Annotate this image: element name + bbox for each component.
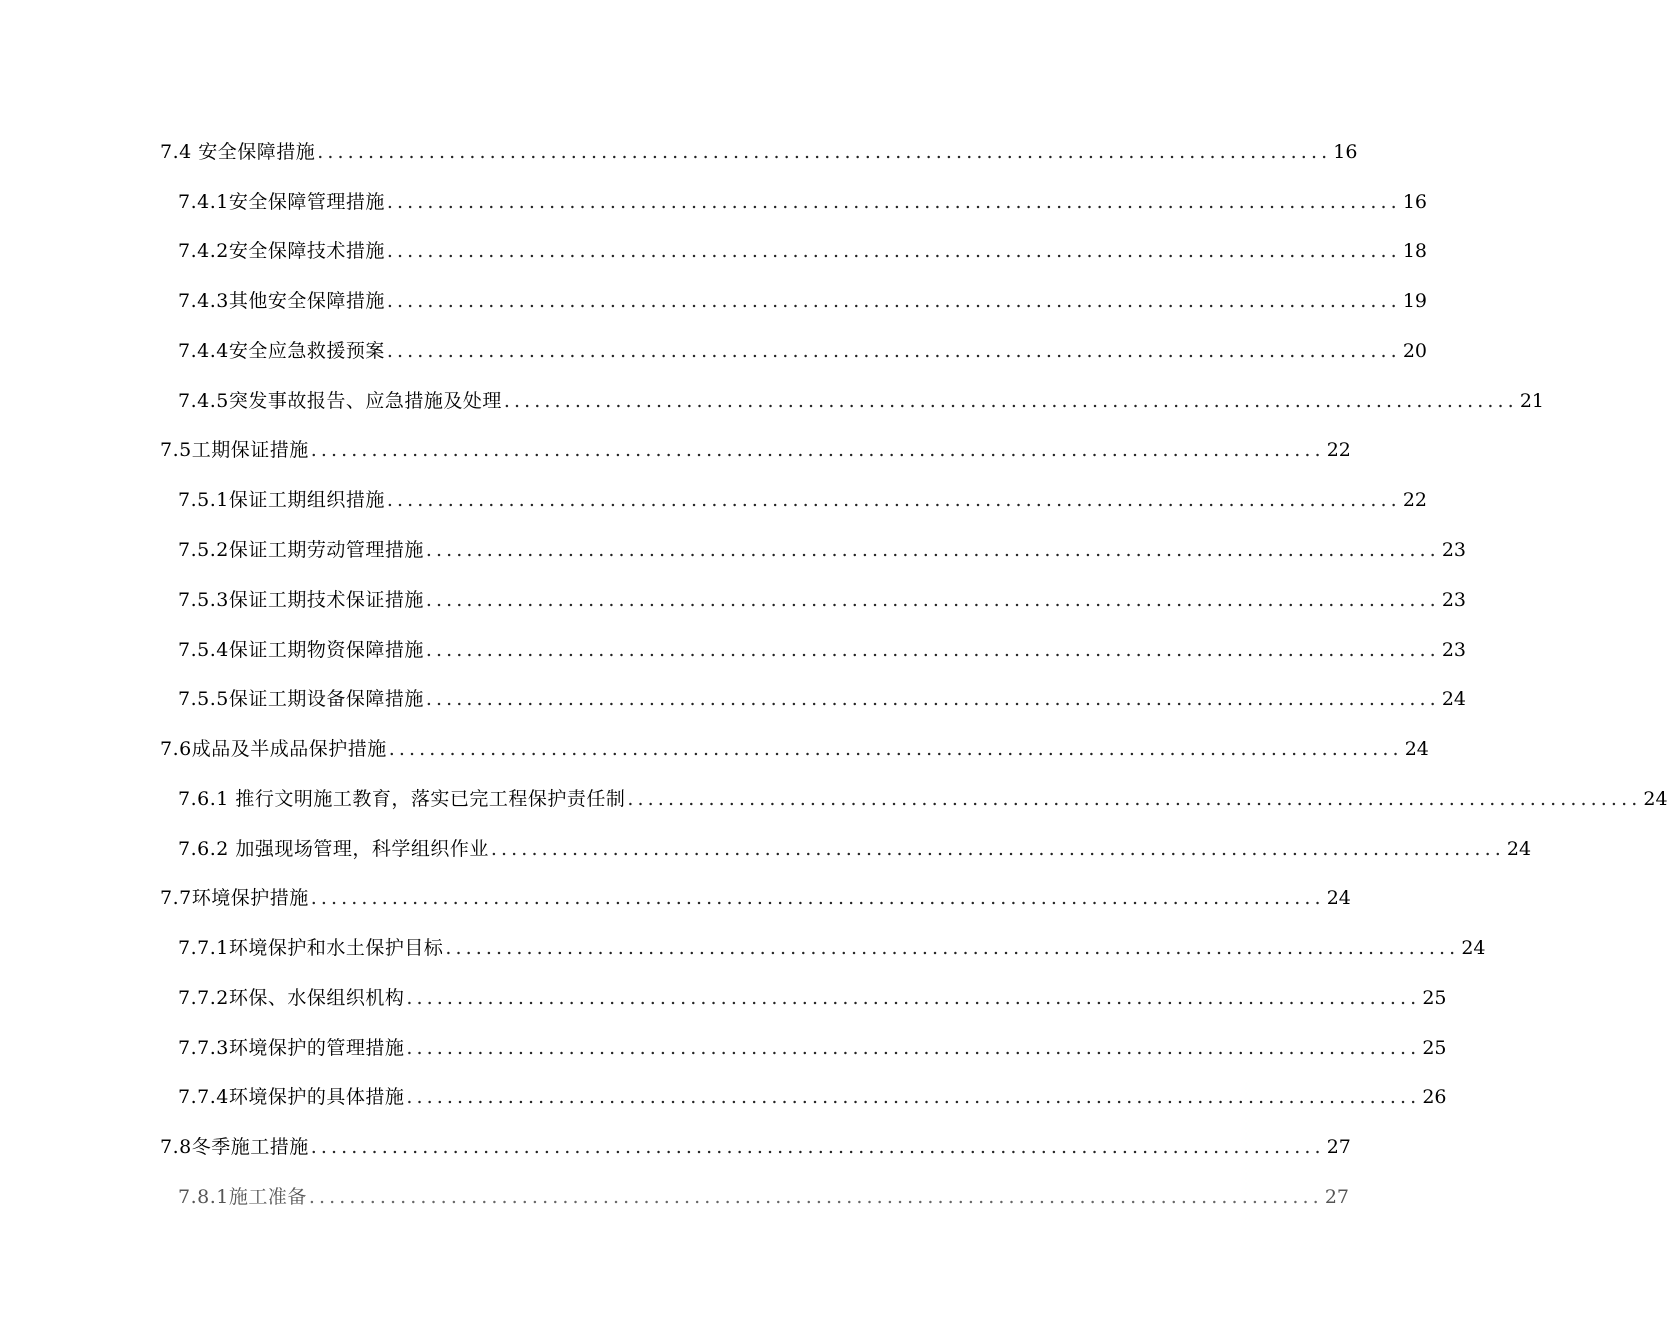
toc-page-number: 21: [1519, 390, 1545, 412]
toc-entry-title: 7.5.2保证工期劳动管理措施: [178, 539, 424, 561]
toc-entry-title: 7.4.4安全应急救援预案: [178, 340, 385, 362]
toc-entry[interactable]: [178, 1082, 1447, 1112]
toc-dot-leader: ....................................................................................................: [425, 539, 1440, 561]
toc-dot-leader: ....................................................................................................: [425, 639, 1440, 661]
toc-dot-leader: ....................................................................................................: [425, 589, 1440, 611]
toc-entry-title: 7.5.3保证工期技术保证措施: [178, 589, 424, 611]
toc-entry[interactable]: [178, 784, 1668, 814]
toc-entry[interactable]: [178, 585, 1467, 615]
toc-page-number: 24: [1326, 887, 1351, 909]
toc-dot-leader: ....................................................................................................: [445, 937, 1460, 959]
toc-entry-title: 7.7.3环境保护的管理措施: [178, 1037, 405, 1059]
toc-entry[interactable]: [160, 883, 1351, 913]
toc-dot-leader: ....................................................................................................: [386, 489, 1401, 511]
toc-entry[interactable]: [178, 1033, 1447, 1063]
toc-entry-title: 7.7.4环境保护的具体措施: [178, 1086, 405, 1108]
toc-dot-leader: ....................................................................................................: [627, 788, 1642, 810]
toc-entry-title: 7.5.1保证工期组织措施: [178, 489, 385, 511]
toc-entry-title: 7.6.1 推行文明施工教育，落实已完工程保护责任制: [178, 788, 626, 810]
toc-page-number: 24: [1461, 937, 1486, 959]
toc-entry[interactable]: [160, 1132, 1351, 1162]
toc-dot-leader: ....................................................................................................: [310, 887, 1325, 909]
toc-entry[interactable]: [178, 386, 1545, 416]
toc-page-number: 24: [1506, 838, 1532, 860]
toc-entry-title: 7.4.2安全保障技术措施: [178, 240, 385, 262]
toc-entry[interactable]: [178, 485, 1428, 515]
toc-entry-title: 7.7环境保护措施: [160, 887, 309, 909]
toc-page-number: 27: [1326, 1136, 1351, 1158]
toc-entry[interactable]: [178, 336, 1428, 366]
toc-page-number: 16: [1402, 191, 1428, 213]
toc-entry-title: 7.4 安全保障措施: [160, 141, 316, 163]
toc-page-number: 23: [1441, 589, 1467, 611]
toc-entry[interactable]: [178, 236, 1428, 266]
toc-dot-leader: ....................................................................................................: [406, 1086, 1421, 1108]
toc-entry[interactable]: [178, 983, 1447, 1013]
toc-entry[interactable]: [178, 933, 1486, 963]
toc-page-number: 25: [1422, 987, 1447, 1009]
toc-dot-leader: ....................................................................................................: [386, 290, 1401, 312]
toc-entry-title: 7.8.1施工准备: [178, 1186, 307, 1208]
toc-dot-leader: ....................................................................................................: [406, 987, 1421, 1009]
toc-dot-leader: ....................................................................................................: [317, 141, 1332, 163]
toc-entry-title: 7.5.4保证工期物资保障措施: [178, 639, 424, 661]
toc-page-number: 18: [1402, 240, 1428, 262]
toc-page-number: 20: [1402, 340, 1428, 362]
toc-dot-leader: ....................................................................................................: [503, 390, 1518, 412]
toc-entry-title: 7.5工期保证措施: [160, 439, 309, 461]
toc-entry[interactable]: [160, 137, 1358, 167]
toc-entry[interactable]: [178, 1182, 1350, 1212]
toc-dot-leader: ....................................................................................................: [386, 191, 1401, 213]
toc-entry[interactable]: [178, 187, 1428, 217]
toc-dot-leader: ....................................................................................................: [310, 439, 1325, 461]
toc-page-number: 24: [1643, 788, 1668, 810]
toc-page-number: 26: [1422, 1086, 1447, 1108]
toc-page-number: 19: [1402, 290, 1428, 312]
toc-entry-title: 7.6.2 加强现场管理，科学组织作业: [178, 838, 489, 860]
toc-entry-title: 7.4.1安全保障管理措施: [178, 191, 385, 213]
toc-entry[interactable]: [160, 734, 1429, 764]
toc-entry[interactable]: [178, 635, 1467, 665]
toc-dot-leader: ....................................................................................................: [310, 1136, 1325, 1158]
toc-page-number: 24: [1441, 688, 1467, 710]
toc-entry-title: 7.5.5保证工期设备保障措施: [178, 688, 424, 710]
toc-entry-title: 7.6成品及半成品保护措施: [160, 738, 387, 760]
toc-entry-title: 7.7.1环境保护和水土保护目标: [178, 937, 444, 959]
toc-entry[interactable]: [178, 684, 1467, 714]
toc-entry-title: 7.7.2环保、水保组织机构: [178, 987, 405, 1009]
toc-dot-leader: ....................................................................................................: [386, 240, 1401, 262]
toc-entry[interactable]: [178, 834, 1532, 864]
toc-dot-leader: ....................................................................................................: [388, 738, 1403, 760]
toc-entry[interactable]: [160, 435, 1351, 465]
toc-page-number: 22: [1326, 439, 1351, 461]
toc-page-number: 23: [1441, 539, 1467, 561]
toc-entry-title: 7.4.3其他安全保障措施: [178, 290, 385, 312]
toc-entry-title: 7.8冬季施工措施: [160, 1136, 309, 1158]
toc-page-number: 22: [1402, 489, 1428, 511]
toc-entry[interactable]: [178, 535, 1467, 565]
toc-dot-leader: ....................................................................................................: [386, 340, 1401, 362]
toc-entry-title: 7.4.5突发事故报告、应急措施及处理: [178, 390, 502, 412]
toc-page-number: 27: [1324, 1186, 1350, 1208]
toc-dot-leader: ....................................................................................................: [425, 688, 1440, 710]
toc-entry[interactable]: [178, 286, 1428, 316]
toc-page-number: 25: [1422, 1037, 1447, 1059]
toc-dot-leader: ....................................................................................................: [490, 838, 1505, 860]
toc-dot-leader: ....................................................................................................: [308, 1186, 1323, 1208]
toc-page-number: 24: [1404, 738, 1429, 760]
toc-page-number: 23: [1441, 639, 1467, 661]
toc-dot-leader: ....................................................................................................: [406, 1037, 1421, 1059]
toc-page-number: 16: [1333, 141, 1358, 163]
